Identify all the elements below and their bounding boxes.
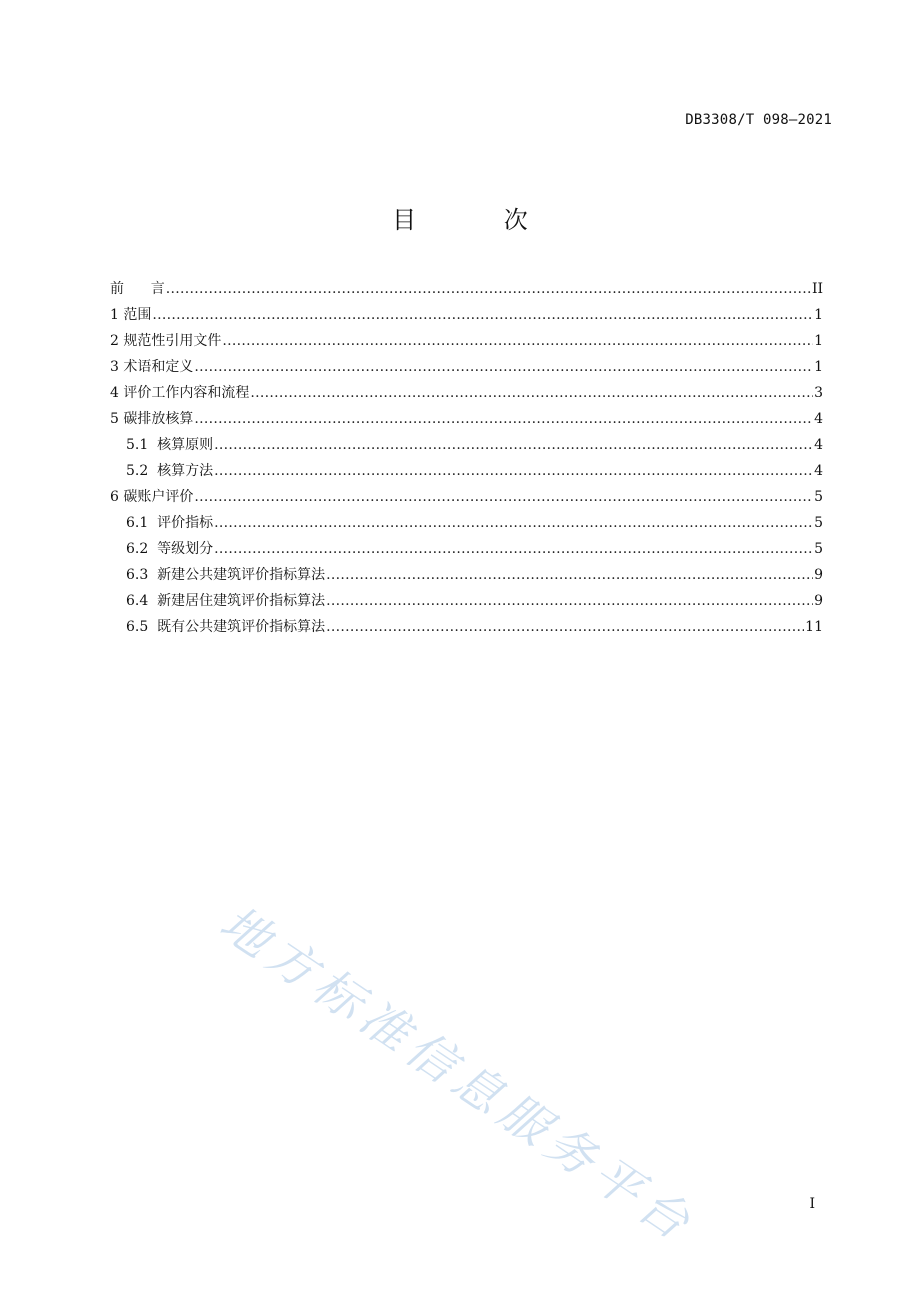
toc-entry-label: 核算原则 xyxy=(157,437,214,453)
toc-leader-dots xyxy=(214,437,813,453)
toc-leader-dots xyxy=(326,619,804,635)
toc-entry-label: 新建居住建筑评价指标算法 xyxy=(157,593,326,609)
toc-leader-dots xyxy=(222,333,813,349)
toc-entry-foreword[interactable] xyxy=(110,278,823,304)
toc-leader-dots xyxy=(194,489,813,505)
toc-entry-label: 术语和定义 xyxy=(123,359,194,375)
toc-entry-page: 5 xyxy=(814,541,823,557)
toc-leader-dots xyxy=(326,567,813,583)
toc-leader-dots xyxy=(152,307,813,323)
toc-leader-dots xyxy=(214,515,813,531)
toc-entry-6-2[interactable] xyxy=(110,538,823,564)
toc-entry-number: 4 xyxy=(110,385,119,401)
toc-leader-dots xyxy=(194,411,813,427)
document-code: DB3308/T 098—2021 xyxy=(685,112,832,128)
toc-entry-5-2[interactable] xyxy=(110,460,823,486)
toc-leader-dots xyxy=(194,359,813,375)
toc-entry-page: II xyxy=(811,281,823,297)
toc-entry-2[interactable] xyxy=(110,330,823,356)
toc-entry-label: 范围 xyxy=(123,307,152,323)
toc-entry-number: 2 xyxy=(110,333,119,349)
toc-entry-number: 1 xyxy=(110,307,119,323)
toc-entry-label: 评价指标 xyxy=(157,515,214,531)
page-number: I xyxy=(809,1196,815,1212)
toc-leader-dots xyxy=(250,385,813,401)
toc-entry-page: 5 xyxy=(814,489,823,505)
toc-entry-6-3[interactable] xyxy=(110,564,823,590)
toc-entry-3[interactable] xyxy=(110,356,823,382)
toc-entry-page: 5 xyxy=(814,515,823,531)
toc-entry-page: 11 xyxy=(805,619,823,635)
toc-entry-number: 6.2 xyxy=(126,541,149,557)
toc-entry-5-1[interactable] xyxy=(110,434,823,460)
toc-entry-label: 评价工作内容和流程 xyxy=(123,385,250,401)
toc-entry-number: 6.3 xyxy=(126,567,149,583)
toc-entry-label: 核算方法 xyxy=(157,463,214,479)
toc-leader-dots xyxy=(166,281,811,297)
toc-entry-page: 4 xyxy=(814,463,823,479)
toc-entry-1[interactable] xyxy=(110,304,823,330)
toc-entry-5[interactable] xyxy=(110,408,823,434)
toc-entry-page: 9 xyxy=(814,593,823,609)
toc-entry-page: 4 xyxy=(814,437,823,453)
page-title: 目 次 xyxy=(392,206,568,234)
toc-entry-label: 碳账户评价 xyxy=(123,489,194,505)
toc-entry-page: 9 xyxy=(814,567,823,583)
toc-entry-number: 3 xyxy=(110,359,119,375)
toc-entry-page: 1 xyxy=(814,359,823,375)
toc-entry-6-4[interactable] xyxy=(110,590,823,616)
toc-entry-label: 规范性引用文件 xyxy=(123,333,222,349)
toc-entry-label: 前 言 xyxy=(110,281,165,297)
toc-entry-6-5[interactable] xyxy=(110,616,823,642)
toc-entry-page: 3 xyxy=(814,385,823,401)
toc-entry-page: 1 xyxy=(814,333,823,349)
toc-entry-4[interactable] xyxy=(110,382,823,408)
toc-entry-6[interactable] xyxy=(110,486,823,512)
toc-entry-label: 等级划分 xyxy=(157,541,214,557)
table-of-contents xyxy=(110,278,823,642)
toc-entry-page: 1 xyxy=(814,307,823,323)
toc-entry-label: 新建公共建筑评价指标算法 xyxy=(157,567,326,583)
toc-entry-number: 6 xyxy=(110,489,119,505)
toc-entry-6-1[interactable] xyxy=(110,512,823,538)
toc-entry-number: 6.5 xyxy=(126,619,149,635)
toc-leader-dots xyxy=(326,593,813,609)
toc-entry-page: 4 xyxy=(814,411,823,427)
toc-entry-number: 5.2 xyxy=(126,463,149,479)
toc-entry-number: 5.1 xyxy=(126,437,149,453)
toc-entry-number: 6.1 xyxy=(126,515,149,531)
toc-leader-dots xyxy=(214,541,813,557)
toc-entry-number: 5 xyxy=(110,411,119,427)
toc-leader-dots xyxy=(214,463,813,479)
toc-entry-number: 6.4 xyxy=(126,593,149,609)
toc-entry-label: 既有公共建筑评价指标算法 xyxy=(157,619,326,635)
toc-entry-label: 碳排放核算 xyxy=(123,411,194,427)
watermark: 地方标准信息服务平台 xyxy=(209,895,706,1255)
